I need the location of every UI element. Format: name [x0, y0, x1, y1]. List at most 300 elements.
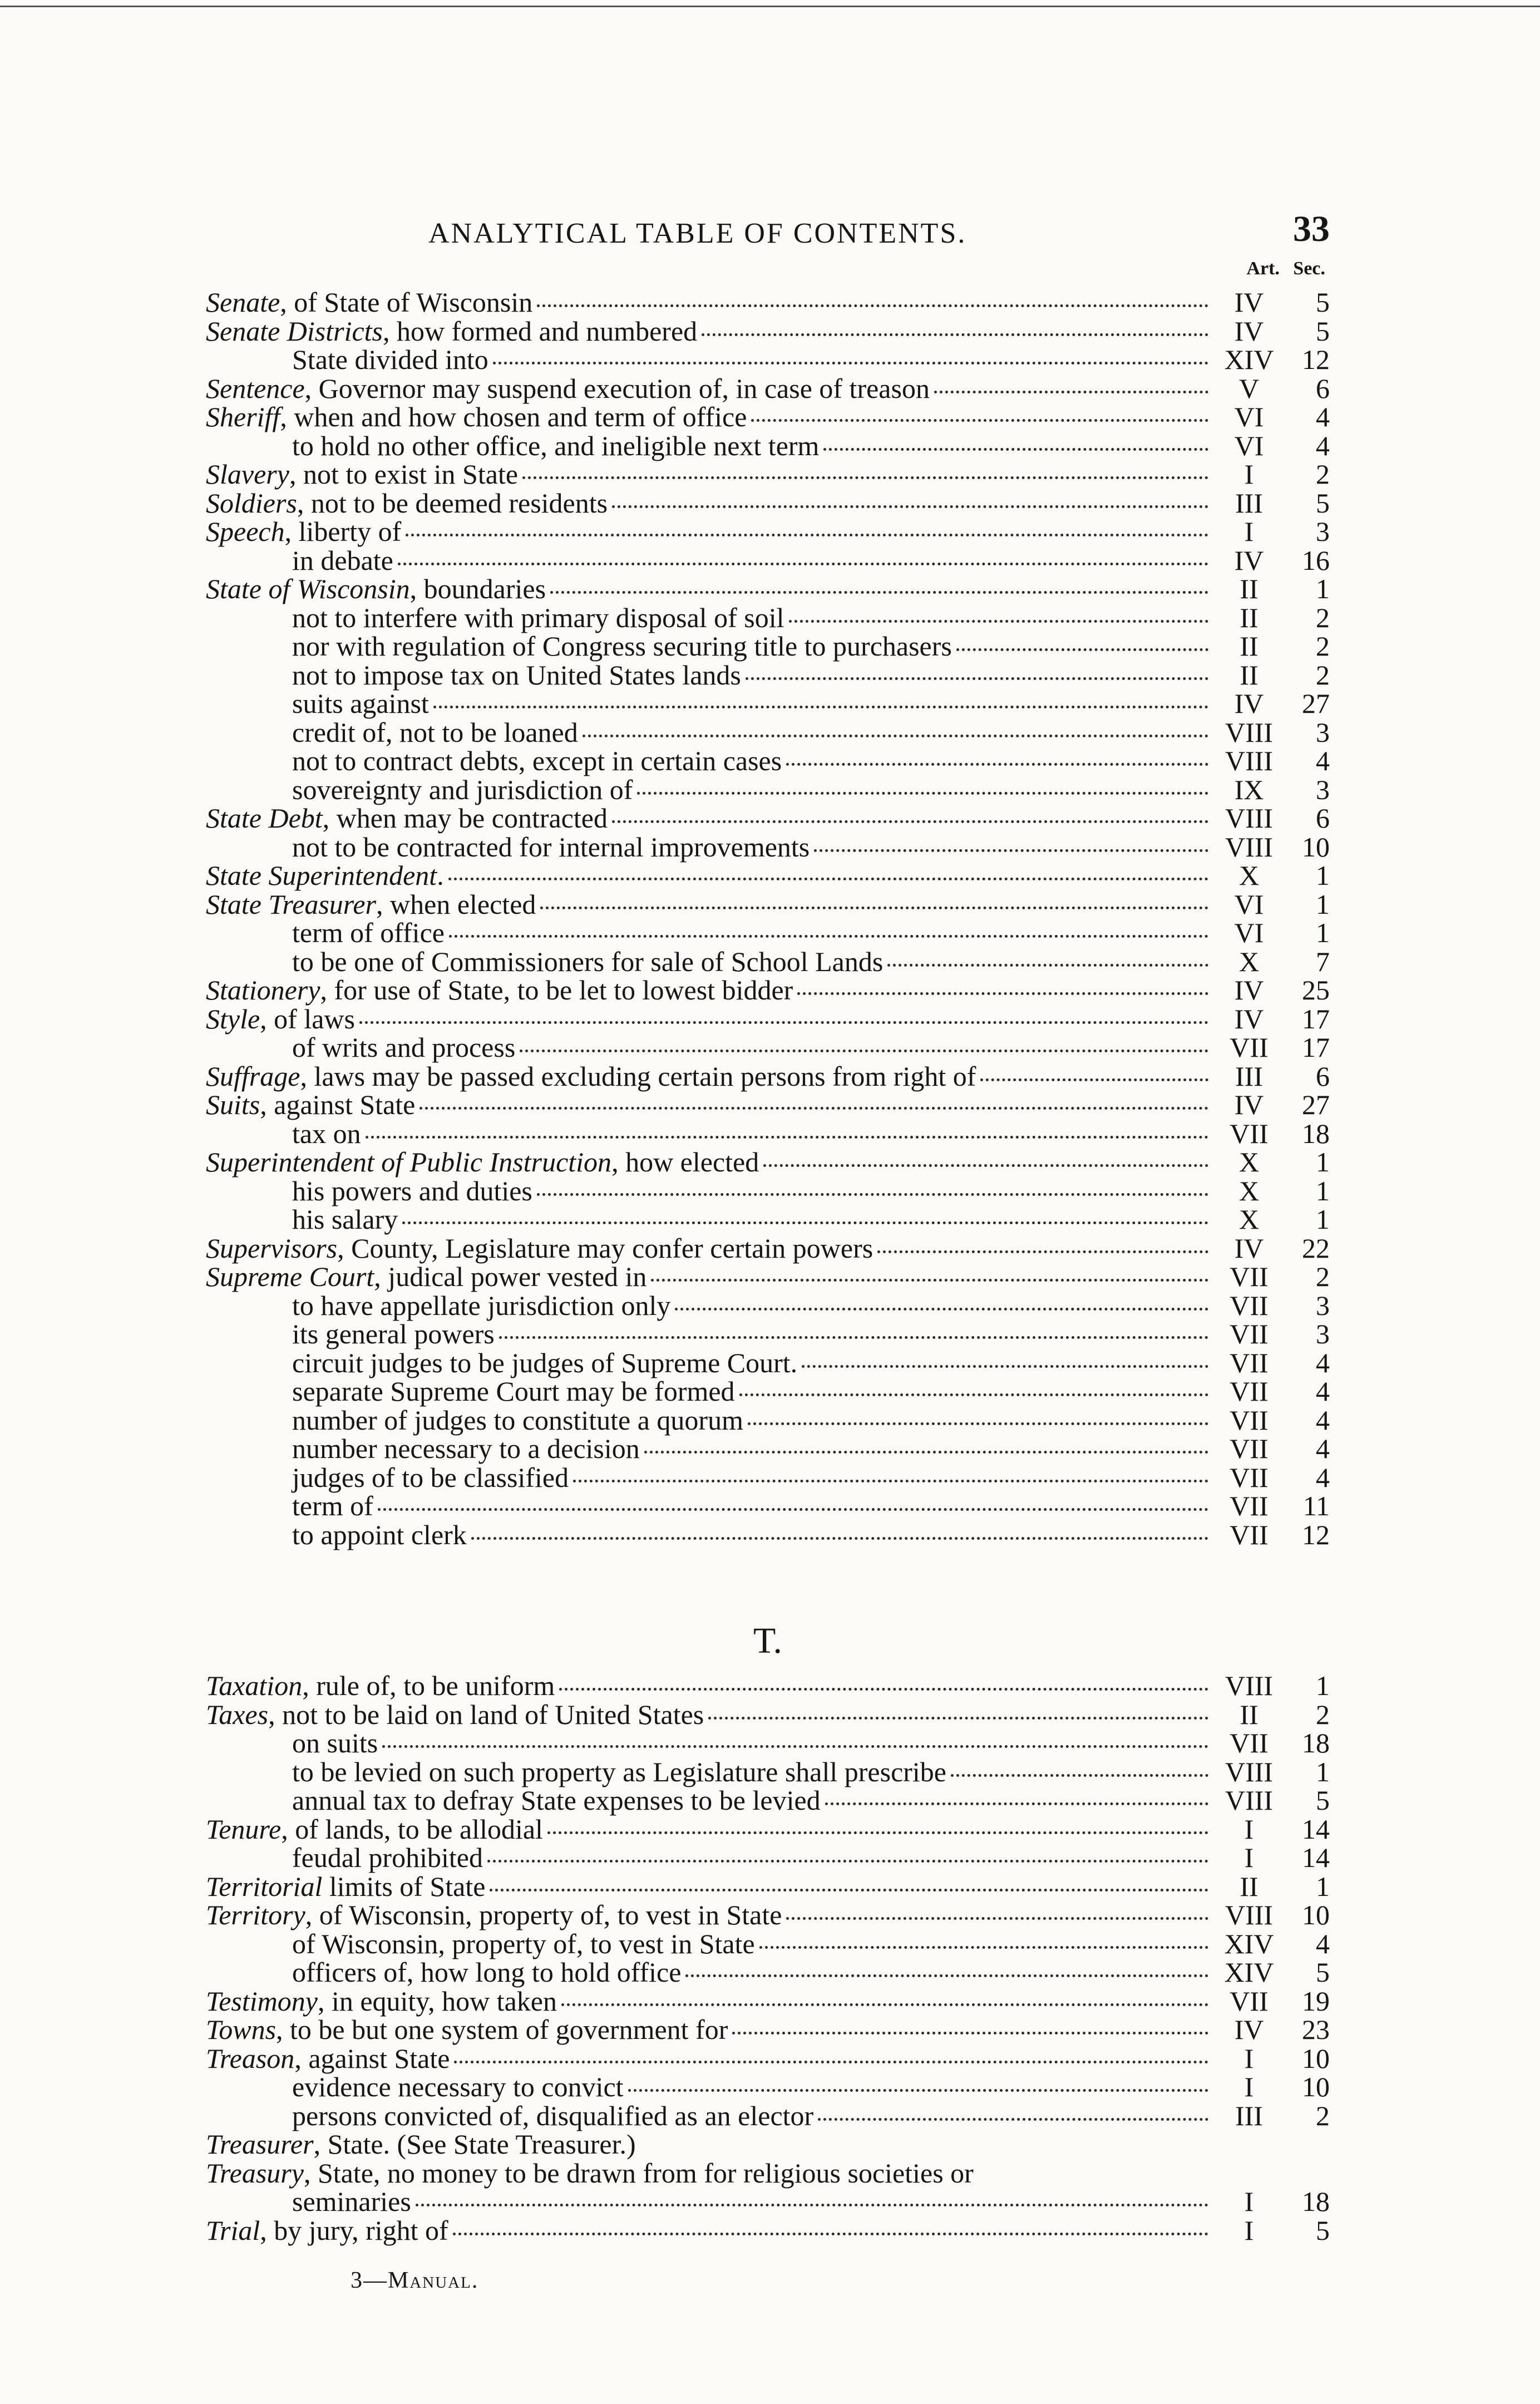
article-ref: V: [1238, 372, 1260, 404]
index-entry: [206, 1521, 1330, 1550]
index-entry: [206, 945, 1330, 977]
dot-leader: [559, 1688, 1208, 1691]
article-ref: VI: [1234, 430, 1264, 461]
entry-description: feudal prohibited: [292, 1842, 483, 1873]
entry-description: to appoint clerk: [292, 1519, 467, 1550]
entry-description: sovereignty and jurisdiction of: [292, 774, 633, 805]
letter-heading-t: T.: [753, 1620, 782, 1661]
section-ref: 10: [1302, 2042, 1330, 2074]
entry-text: [206, 1901, 782, 1930]
entry-description: , when and how chosen and term of office: [280, 401, 747, 432]
article-ref: VIII: [1225, 1785, 1274, 1816]
entry-text: [206, 1117, 361, 1149]
entry-description: persons convicted of, disqualified as an elector: [292, 2100, 814, 2131]
page-header: [206, 195, 1330, 256]
dot-leader: [675, 1308, 1208, 1311]
index-entry: [206, 317, 1330, 346]
section-ref: 5: [1316, 2214, 1330, 2246]
dot-leader: [537, 304, 1208, 307]
article-ref: VII: [1230, 1490, 1268, 1521]
dot-leader: [366, 1136, 1208, 1139]
dot-leader: [748, 1422, 1208, 1425]
article-ref: VIII: [1225, 831, 1274, 863]
article-ref: XIV: [1224, 1957, 1274, 1988]
section-ref: 1: [1316, 1756, 1330, 1787]
entry-term: State Debt: [206, 802, 323, 834]
section-gap: [206, 1549, 1330, 1610]
section-ref: 4: [1316, 1928, 1330, 1959]
entry-description: , boundaries: [409, 573, 546, 604]
column-headings: [206, 256, 1330, 288]
entry-text: [206, 1289, 671, 1321]
index-entry: [206, 546, 1330, 575]
section-ref: 5: [1316, 315, 1330, 347]
entry-text: [206, 2016, 728, 2045]
dot-leader: [786, 763, 1208, 766]
index-entry: [206, 1729, 1330, 1758]
entry-description: not to contract debts, except in certain cases: [292, 745, 782, 776]
entry-text: [206, 1698, 704, 1730]
section-ref: 4: [1316, 401, 1330, 432]
index-entry: [206, 861, 1330, 890]
article-ref: X: [1238, 945, 1260, 977]
entry-description: to have appellate jurisdiction only: [292, 1289, 671, 1321]
article-ref: VI: [1234, 917, 1264, 948]
entry-text: [206, 833, 810, 862]
index-entry: [206, 1033, 1330, 1062]
entry-description: , liberty of: [284, 516, 402, 547]
entry-description: separate Supreme Court may be formed: [292, 1376, 735, 1407]
entry-text: [206, 1987, 557, 2016]
section-ref: 4: [1316, 1376, 1330, 1407]
index-entry: [206, 689, 1330, 718]
article-ref: VI: [1234, 888, 1264, 920]
dot-leader: [746, 677, 1208, 680]
entry-description: not to impose tax on United States lands: [292, 659, 741, 691]
section-ref: 19: [1302, 1985, 1330, 2017]
article-ref: VII: [1230, 1519, 1268, 1550]
section-ref: 1: [1316, 860, 1330, 891]
index-entry: [206, 460, 1330, 489]
entry-text: [206, 1492, 373, 1521]
dot-leader: [637, 792, 1208, 795]
article-ref: IV: [1234, 1089, 1264, 1120]
entry-description: to hold no other office, and ineligible next term: [292, 430, 820, 461]
article-ref: X: [1238, 1146, 1260, 1178]
entry-description: suits against: [292, 688, 429, 719]
entry-text: [206, 2042, 450, 2074]
entry-description: , laws may be passed excluding certain persons from right of: [300, 1060, 976, 1092]
entry-description: , by jury, right of: [260, 2214, 448, 2246]
article-ref: I: [1244, 2214, 1254, 2246]
entry-text: [206, 2102, 813, 2131]
section-ref: 18: [1302, 2186, 1330, 2217]
index-entry: [206, 1958, 1330, 1987]
entry-text: [206, 776, 633, 805]
entry-text: [206, 890, 536, 919]
index-entry: [206, 661, 1330, 690]
entry-description: term of office: [292, 917, 445, 948]
entry-description: , against State: [260, 1089, 416, 1120]
entry-description: , to be but one system of government for: [276, 2014, 728, 2045]
index-entry: [206, 1320, 1330, 1349]
entry-text: [206, 2216, 448, 2245]
t-entries-list: [206, 1672, 1330, 2245]
section-ref: 27: [1302, 688, 1330, 719]
entry-text: [206, 919, 445, 948]
index-entry: [206, 1870, 1330, 1902]
entry-text: [206, 632, 952, 661]
dot-leader: [951, 1774, 1208, 1777]
article-ref: IV: [1234, 544, 1264, 576]
entry-text: [206, 1758, 946, 1787]
index-entry: [206, 1930, 1330, 1959]
entry-description: of Wisconsin, property of, to vest in State: [292, 1928, 755, 1959]
dot-leader: [487, 1860, 1208, 1863]
section-ref: 4: [1316, 1404, 1330, 1436]
entry-term: Territorial: [206, 1870, 323, 1902]
index-entry: [206, 1148, 1330, 1177]
article-ref: VII: [1230, 1376, 1268, 1407]
article-ref: VII: [1230, 1117, 1268, 1149]
entry-term: Towns: [206, 2014, 277, 2045]
entry-description: , in equity, how taken: [317, 1985, 557, 2017]
dot-leader: [398, 563, 1208, 565]
section-ref: 18: [1302, 1727, 1330, 1758]
article-ref: X: [1238, 1175, 1260, 1206]
entry-text: [206, 1786, 821, 1815]
index-entry: [206, 1987, 1330, 2016]
article-ref: IV: [1234, 2014, 1264, 2045]
dot-leader: [378, 1508, 1208, 1511]
article-ref: VIII: [1225, 1899, 1274, 1930]
entry-description: , how elected: [611, 1146, 759, 1178]
entry-term: Treason: [206, 2042, 295, 2074]
section-ref: 1: [1316, 1670, 1330, 1701]
entry-description: .: [437, 860, 444, 891]
index-entry: [206, 833, 1330, 862]
entry-text: [206, 518, 401, 546]
section-ref: 3: [1316, 1289, 1330, 1321]
dot-leader: [739, 1393, 1208, 1396]
entry-description: limits of State: [322, 1870, 486, 1902]
entry-description: annual tax to defray State expenses to be levied: [292, 1785, 821, 1816]
article-ref: I: [1244, 2071, 1254, 2102]
article-ref: I: [1244, 2186, 1254, 2217]
entry-text: [206, 489, 608, 518]
entry-description: , against State: [294, 2042, 450, 2074]
dot-leader: [802, 1365, 1208, 1368]
dot-leader: [814, 849, 1208, 852]
section-ref: 3: [1316, 1318, 1330, 1349]
entry-term: Style: [206, 1003, 260, 1034]
article-ref: II: [1240, 1698, 1258, 1730]
entry-text: [206, 604, 784, 633]
entry-term: Supreme Court: [206, 1261, 374, 1292]
section-ref: 5: [1316, 287, 1330, 318]
entry-description: , rule of, to be uniform: [302, 1670, 555, 1701]
index-entry: [206, 1406, 1330, 1435]
entry-term: Testimony: [206, 1985, 318, 2017]
article-ref: I: [1244, 1813, 1254, 1845]
entry-text: [206, 1091, 415, 1120]
index-entry: [206, 776, 1330, 805]
entry-text: [206, 1263, 646, 1292]
entry-description: seminaries: [292, 2186, 411, 2217]
index-entry: [206, 2042, 1330, 2074]
entry-text: [206, 1870, 486, 1902]
index-entry: [206, 1672, 1330, 1701]
article-ref: XIV: [1224, 1928, 1274, 1959]
article-ref: IV: [1234, 287, 1264, 318]
index-entry: [206, 804, 1330, 833]
dot-leader: [453, 2233, 1208, 2235]
article-ref: IX: [1234, 774, 1264, 805]
section-ref: 12: [1302, 344, 1330, 375]
index-entry: [206, 403, 1330, 432]
article-ref: VIII: [1225, 745, 1274, 776]
entry-description: in debate: [292, 544, 393, 576]
entry-text: [206, 1320, 495, 1349]
section-ref: 23: [1302, 2014, 1330, 2045]
s-entries-list: [206, 288, 1330, 1549]
index-entry: [206, 575, 1330, 604]
entry-description: , not to be deemed residents: [297, 487, 608, 519]
article-ref: VII: [1230, 1433, 1268, 1464]
section-ref: 3: [1316, 516, 1330, 547]
entry-text: [206, 575, 546, 604]
entry-text: [206, 1815, 543, 1844]
index-entry: [206, 1005, 1330, 1034]
entry-term: Sentence: [206, 372, 305, 404]
entry-text: [206, 460, 518, 489]
page-number: 33: [1293, 209, 1330, 249]
entry-text: [206, 661, 741, 690]
entry-description: number of judges to constitute a quorum: [292, 1404, 743, 1436]
article-ref: IV: [1234, 315, 1264, 347]
index-entry: [206, 632, 1330, 661]
entry-term: Treasurer: [206, 2129, 314, 2160]
entry-text: [206, 1406, 743, 1435]
section-ref: 17: [1302, 1003, 1330, 1034]
dot-leader: [402, 1221, 1208, 1224]
entry-description: nor with regulation of Congress securing title to purchasers: [292, 630, 952, 662]
entry-description: judges of to be classified: [292, 1461, 569, 1493]
section-ref: 1: [1316, 573, 1330, 604]
section-ref: 1: [1316, 1146, 1330, 1178]
dot-leader: [406, 534, 1208, 536]
section-ref: 1: [1316, 1870, 1330, 1902]
entry-term: Taxation: [206, 1670, 303, 1701]
signature-footer: 3—Manual.: [351, 2268, 479, 2293]
entry-term: Senate Districts: [206, 315, 383, 347]
dot-leader: [732, 2032, 1208, 2034]
index-entry: [206, 2159, 1330, 2188]
section-ref: 14: [1302, 1813, 1330, 1845]
dot-leader: [550, 591, 1208, 594]
dot-leader: [573, 1480, 1208, 1482]
dot-leader: [612, 505, 1208, 508]
entry-text: [206, 945, 883, 977]
dot-leader: [419, 1107, 1208, 1110]
index-entry: [206, 1205, 1330, 1234]
index-entry: [206, 1786, 1330, 1815]
entry-description: tax on: [292, 1117, 361, 1149]
article-ref: VIII: [1225, 802, 1274, 834]
index-entry: [206, 1698, 1330, 1730]
article-ref: IV: [1234, 688, 1264, 719]
article-ref: VII: [1230, 1032, 1268, 1063]
entry-description: his powers and duties: [292, 1175, 532, 1206]
section-ref: 4: [1316, 430, 1330, 461]
entry-text: [206, 346, 488, 375]
entry-description: , not to exist in State: [289, 459, 519, 490]
index-entry: [206, 2102, 1330, 2131]
entry-description: to be levied on such property as Legislature shall prescribe: [292, 1756, 947, 1787]
entry-term: Suffrage: [206, 1060, 300, 1092]
entry-text: [206, 1435, 640, 1464]
article-ref: VII: [1230, 1318, 1268, 1349]
entry-description: number necessary to a decision: [292, 1433, 640, 1464]
section-ref: 3: [1316, 716, 1330, 748]
dot-leader: [359, 1021, 1208, 1024]
index-entry: [206, 1349, 1330, 1378]
index-entry: [206, 432, 1330, 461]
article-ref: VII: [1230, 1289, 1268, 1321]
article-ref: VII: [1230, 1404, 1268, 1436]
section-ref: 2: [1316, 2100, 1330, 2131]
entry-description: not to interfere with primary disposal of soil: [292, 602, 784, 633]
entry-description: credit of, not to be loaned: [292, 716, 578, 748]
entry-text: [206, 1958, 681, 1987]
dot-leader: [763, 1164, 1208, 1167]
top-rule: [0, 6, 1540, 7]
dot-leader: [522, 476, 1208, 479]
section-ref: 18: [1302, 1117, 1330, 1149]
entry-term: Supervisors: [206, 1232, 338, 1264]
dot-leader: [583, 735, 1208, 737]
article-ref: VII: [1230, 1985, 1268, 2017]
article-ref: III: [1235, 487, 1263, 519]
entry-term: Treasury: [206, 2157, 304, 2189]
dot-leader: [644, 1451, 1208, 1454]
entry-term: Territory: [206, 1899, 305, 1930]
entry-description: , of Wisconsin, property of, to vest in State: [305, 1899, 782, 1930]
section-ref: 1: [1316, 917, 1330, 948]
article-ref: I: [1244, 1842, 1254, 1873]
entry-description: term of: [292, 1490, 373, 1521]
index-entry: [206, 1234, 1330, 1263]
entry-text: [206, 861, 444, 890]
index-entry: [206, 2188, 1330, 2216]
entry-text: [206, 689, 429, 718]
index-entry: [206, 489, 1330, 518]
index-entry: [206, 1901, 1330, 1930]
entry-text: [206, 1177, 532, 1206]
index-entry: [206, 718, 1330, 747]
entry-text: [206, 2073, 624, 2102]
article-ref: II: [1240, 659, 1258, 691]
section-ref: 2: [1316, 1261, 1330, 1292]
section-ref: 17: [1302, 1032, 1330, 1063]
entry-text: [206, 1521, 467, 1550]
dot-leader: [471, 1537, 1208, 1540]
section-ref: 2: [1316, 459, 1330, 490]
dot-leader: [887, 964, 1208, 967]
index-entry: [206, 1377, 1330, 1406]
entry-term: State Treasurer: [206, 888, 377, 920]
entry-description: on suits: [292, 1727, 378, 1758]
entry-description: circuit judges to be judges of Supreme Court.: [292, 1347, 798, 1378]
entry-term: Tenure: [206, 1813, 282, 1845]
section-ref: 5: [1316, 1785, 1330, 1816]
article-ref: VI: [1234, 401, 1264, 432]
dot-leader: [651, 1279, 1208, 1282]
dot-leader: [934, 391, 1208, 393]
article-ref: VIII: [1225, 1670, 1274, 1701]
index-entry: [206, 1461, 1330, 1493]
section-column-heading: Sec.: [1293, 258, 1325, 279]
section-ref: 22: [1302, 1232, 1330, 1264]
section-ref: 2: [1316, 1698, 1330, 1730]
entry-term: Slavery: [206, 459, 289, 490]
entry-text: [206, 804, 608, 833]
article-ref: VII: [1230, 1347, 1268, 1378]
index-entry: [206, 2016, 1330, 2045]
index-entry: [206, 976, 1330, 1005]
entry-text: [206, 2159, 974, 2188]
section-ref: 5: [1316, 1957, 1330, 1988]
dot-leader: [490, 1889, 1208, 1891]
article-ref: II: [1240, 573, 1258, 604]
section-ref: 2: [1316, 630, 1330, 662]
index-entry: [206, 1117, 1330, 1149]
entry-term: Senate: [206, 287, 280, 318]
index-entry: [206, 372, 1330, 404]
article-ref: II: [1240, 1870, 1258, 1902]
entry-text: [206, 546, 393, 575]
index-entry: [206, 1091, 1330, 1120]
article-ref: II: [1240, 602, 1258, 633]
section-ref: 10: [1302, 1899, 1330, 1930]
section-ref: 25: [1302, 974, 1330, 1006]
index-entry: [206, 1758, 1330, 1787]
article-ref: III: [1235, 2100, 1263, 2131]
dot-leader: [561, 2003, 1208, 2006]
article-ref: I: [1244, 459, 1254, 490]
entry-term: Soldiers: [206, 487, 297, 519]
article-ref: VII: [1230, 1727, 1268, 1758]
article-ref: I: [1244, 516, 1254, 547]
entry-term: State of Wisconsin: [206, 573, 410, 604]
section-ref: 2: [1316, 602, 1330, 633]
dot-leader: [493, 362, 1208, 364]
dot-leader: [825, 1802, 1208, 1805]
dot-leader: [547, 1831, 1208, 1834]
dot-leader: [956, 648, 1208, 651]
article-ref: VIII: [1225, 716, 1274, 748]
entry-term: Stationery: [206, 974, 320, 1006]
entry-description: evidence necessary to convict: [292, 2071, 624, 2102]
page: [206, 195, 1330, 2294]
index-entry: [206, 1062, 1330, 1091]
entry-description: , for use of State, to be let to lowest bidder: [320, 974, 793, 1006]
entry-term: Trial: [206, 2214, 260, 2246]
section-ref: 4: [1316, 745, 1330, 776]
dot-leader: [540, 907, 1208, 909]
index-entry: [206, 1263, 1330, 1292]
index-entry: [206, 604, 1330, 633]
